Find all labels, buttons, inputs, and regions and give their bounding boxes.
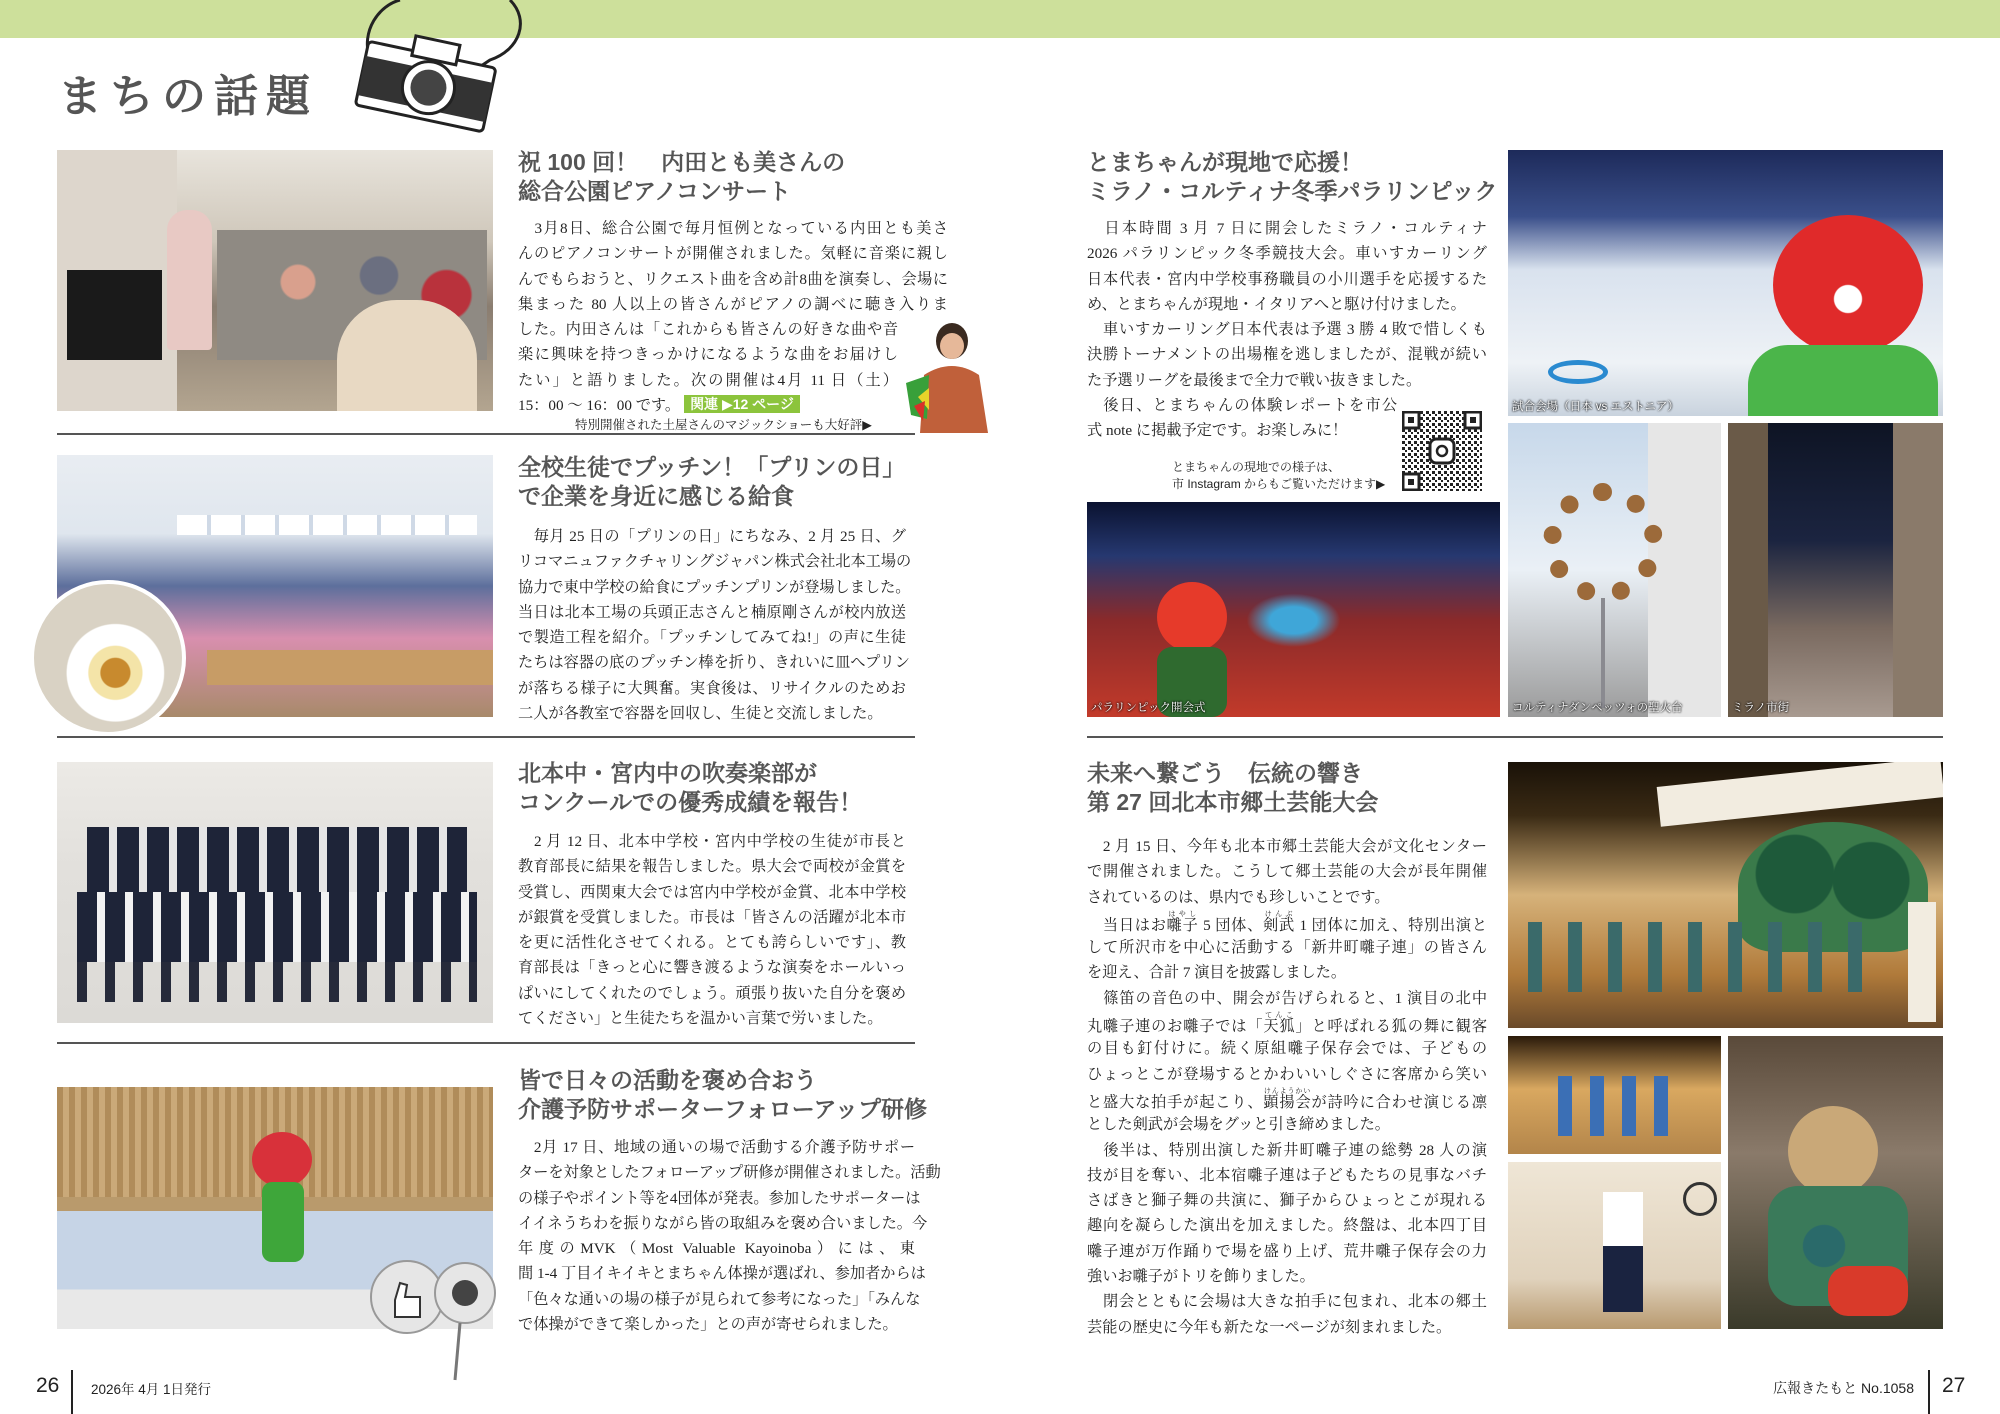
curling-venue-photo: [1508, 150, 1943, 416]
body-text-line: した。内田さんは「これからも皆さんの好きな曲や音: [518, 321, 899, 339]
shishimai-lion-dance-photo: [1728, 1036, 1943, 1329]
body-text-line: 後半は、特別出演した新井町囃子連の総勢 28 人の演: [1087, 1141, 1487, 1159]
photo-caption: パラリンピック開会式: [1091, 702, 1206, 714]
divider: [1087, 736, 1943, 738]
ruby-annotation: 囃子はやし: [1166, 909, 1199, 934]
body-text-line: を更に活性化させてくれる。とても誇らしいです」、教: [518, 934, 906, 952]
camera-icon: [340, 0, 530, 135]
hyottoko-dance-photo: [1508, 1036, 1721, 1154]
body-text-line: 協力で東中学校の給食にプッチンプリンが登場しました。: [518, 578, 911, 596]
body-text-line: 集まった 80 人以上の皆さんがピアノの調べに聴き入りま: [518, 295, 948, 313]
cortina-cauldron-photo: [1508, 423, 1721, 717]
opening-ceremony-photo: [1087, 502, 1500, 717]
piano-concert-photo: [57, 150, 493, 411]
photo-caption: コルティナダンペッツォの聖火台: [1512, 702, 1683, 714]
body-text-line: 当日は北本工場の兵頭正志さんと楠原剛さんが校内放送: [518, 603, 906, 621]
body-text-line: んでもらおうと、リクエスト曲を含め計8曲を演奏し、会場に: [518, 270, 948, 288]
body-text-line: 技が目を奪い、北本宿囃子連は子どもたちの見事なバチ: [1087, 1166, 1487, 1184]
instagram-note: とまちゃんの現地での様子は、 市 Instagram からもご覧いただけます▶: [1172, 460, 1386, 491]
body-text-line: 日本時間 3 月 7 日に開会したミラノ・コルティナ: [1087, 220, 1487, 237]
issue-date: 2026年 4月 1日発行: [91, 1382, 212, 1397]
body-text-line: リコマニュファクチャリングジャパン株式会社北本工場の: [518, 553, 912, 571]
body-text-line: を迎え、合計 7 演目を披露しました。: [1087, 964, 1347, 982]
related-page-link[interactable]: 関連 ▶12 ページ: [684, 395, 800, 413]
body-text-line: 二人が各教室で容器を回収し、生徒と交流しました。: [518, 705, 883, 723]
magician-caption: 特別開催された土屋さんのマジックショーも大好評▶: [575, 418, 872, 432]
article-body: [518, 829, 906, 1031]
body-text-line: 毎月 25 日の「プリンの日」にちなみ、2 月 25 日、グ: [518, 528, 906, 545]
body-text-line: 当日はお囃子はやし 5 団体、剣武けんぶ 1 団体に加え、特別出演と: [1087, 909, 1488, 934]
page-number-right: 27: [1942, 1374, 1966, 1397]
body-text-line: 車いすカーリング日本代表は予選 3 勝 4 敗で惜しくも: [1087, 321, 1487, 339]
body-text-line: 決勝トーナメントの出場権を逃しましたが、混戦が続い: [1087, 346, 1487, 364]
body-text-line: 強いお囃子がトリを飾りました。: [1087, 1268, 1315, 1286]
ruby-annotation: 顕揚会けんようかい: [1263, 1086, 1312, 1111]
article-body: [518, 524, 912, 726]
body-text-line: 教育部長に結果を報告しました。県大会で両校が金賞を: [518, 858, 906, 876]
magician-photo: [902, 321, 992, 433]
body-text-line: ターを対象としたフォローアップ研修が開催されました。活動: [518, 1164, 941, 1182]
article-headline: 未来へ繋ごう 伝統の響き 第 27 回北本市郷土芸能大会: [1087, 760, 1379, 815]
body-text-line: で開催されました。こうして郷土芸能の大会が長年開催: [1087, 863, 1487, 881]
body-text-line: 日本代表・宮内中学校事務職員の小川選手を応援するた: [1087, 270, 1487, 288]
body-text-line: の様子やポイント等を4団体が発表。参加したサポーターは: [518, 1189, 921, 1207]
body-text-line: 育部長は「きっと心に響き渡るような演奏をホールいっ: [518, 959, 906, 977]
body-text-line: ぱいにしてくれたのでしょう。頑張り抜いた自分を褒め: [518, 984, 906, 1002]
body-text-line: が銀賞を受賞しました。市長は「皆さんの活躍が北本市: [518, 908, 906, 926]
body-text-line: とした剣武が会場をグッと引き締めました。: [1087, 1116, 1390, 1134]
body-text-line: め、とまちゃんが現地・イタリアへと駆け付けました。: [1087, 295, 1466, 313]
body-text-line: たい」と語りました。次の開催は4月 11 日（土）: [518, 371, 898, 389]
body-text-line: 楽に興味を持つきっかけになるような曲をお届けし: [518, 346, 898, 364]
body-text-line: 2 月 12 日、北本中学校・宮内中学校の生徒が市長と: [518, 833, 906, 850]
body-text-line: 15：00 ～ 16：00 です。 関連 ▶12 ページ: [518, 393, 898, 418]
article-headline: とまちゃんが現地で応援！ ミラノ・コルティナ冬季パラリンピック: [1087, 149, 1498, 204]
pudding-closeup-photo: [30, 580, 186, 736]
body-text-line: 間 1-4 丁目イキイキとまちゃん体操が選ばれ、参加者からは: [518, 1265, 926, 1283]
body-text-line: んのピアノコンサートが開催されました。気軽に音楽に親し: [518, 245, 948, 263]
body-text-line: 芸能の歴史に今年も新たな一ページが刻まれました。: [1087, 1318, 1452, 1336]
body-text-line: 年度のMVK（Most Valuable Kayoinoba）には、東: [518, 1240, 915, 1258]
kenbu-sword-dance-photo: [1508, 1162, 1721, 1329]
page-number-left: 26: [36, 1374, 60, 1397]
footer-rule: [71, 1370, 73, 1414]
body-text-line: されているのは、県内でも珍しいことです。: [1087, 888, 1390, 906]
body-text-line: 式 note に掲載予定です。お楽しみに！: [1087, 422, 1348, 440]
article-body: [1087, 834, 1487, 1340]
body-text-line: 2026 パラリンピック冬季競技大会。車いすカーリング: [1087, 245, 1487, 263]
body-text-line: 趣向を凝らした演出を加えました。終盤は、北本四丁目: [1087, 1217, 1487, 1235]
body-text-line: 後日、とまちゃんの体験レポートを市公: [1087, 397, 1397, 415]
body-text-line: た予選リーグを最後まで全力で戦い抜きました。: [1087, 371, 1422, 389]
article-body: [518, 216, 948, 418]
folk-performance-stage-photo: [1508, 762, 1943, 1028]
body-text-line: 篠笛の音色の中、開会が告げられると、1 演目の北中: [1087, 989, 1487, 1007]
body-text-line: で製造工程を紹介。「プッチンしてみてね!」の声に生徒: [518, 629, 906, 647]
body-text-line: 2月 17 日、地域の通いの場で活動する介護予防サポー: [518, 1139, 915, 1156]
article-body: [1087, 216, 1487, 444]
article-headline: 北本中・宮内中の吹奏楽部が コンクールでの優秀成績を報告！: [518, 760, 863, 815]
body-text-line: 囃子連が万作踊りで場を盛り上げ、荒井囃子保存会の力: [1087, 1242, 1487, 1260]
body-text-line: と盛大な拍手が起こり、顕揚会けんようかいが詩吟に合わせ演じる凛: [1087, 1086, 1488, 1111]
body-text-line: して所沢市を中心に活動する「新井町囃子連」の皆さん: [1087, 939, 1487, 957]
article-headline: 全校生徒でプッチン！「プリンの日」 で企業を身近に感じる給食: [518, 454, 906, 509]
section-title: まちの話題: [58, 72, 318, 121]
footer-rule: [1928, 1370, 1930, 1414]
body-text-line: たちは容器の底のプッチン棒を折り、きれいに皿へプリン: [518, 654, 910, 672]
body-text-line: の目も釘付けに。続く原組囃子保存会では、子どもの: [1087, 1040, 1487, 1058]
body-text-line: 受賞し、西関東大会では宮内中学校が金賞、北本中学校: [518, 883, 906, 901]
ruby-annotation: 剣武けんぶ: [1263, 909, 1295, 934]
header-band: [0, 0, 2000, 38]
article-body: [518, 1135, 941, 1337]
ruby-annotation: 天狐てんこ: [1263, 1011, 1296, 1036]
milan-street-photo: [1728, 423, 1943, 717]
divider: [57, 1042, 915, 1044]
photo-caption: 試合会場（日本 vs エストニア）: [1512, 401, 1679, 413]
divider: [57, 736, 915, 738]
body-text-line: イイネうちわを振りながら皆の取組みを褒め合いました。今: [518, 1214, 928, 1232]
body-text-line: さばきと獅子舞の共演に、獅子からひょっとこが現れる: [1087, 1192, 1487, 1210]
article-headline: 祝 100 回！ 内田とも美さんの 総合公園ピアノコンサート: [518, 149, 846, 204]
divider: [57, 433, 915, 435]
instagram-qr-code[interactable]: [1402, 411, 1482, 491]
brass-band-photo: [57, 762, 493, 1023]
body-text-line: ひょっとこが登場するとかわいいしぐさに客席から笑い: [1087, 1065, 1487, 1083]
article-headline: 皆で日々の活動を褒め合おう 介護予防サポーターフォローアップ研修: [518, 1067, 927, 1122]
body-text-line: 3月8日、総合公園で毎月恒例となっている内田とも美さ: [518, 220, 948, 237]
photo-caption: ミラノ市街: [1732, 702, 1790, 714]
body-text-line: 閉会とともに会場は大きな拍手に包まれ、北本の郷土: [1087, 1293, 1487, 1311]
publication-name: 広報きたもと No.1058: [1773, 1380, 1914, 1396]
uchiwa-fan-icon: [365, 1255, 500, 1385]
body-text-line: 2 月 15 日、今年も北本市郷土芸能大会が文化センター: [1087, 838, 1487, 855]
body-text-line: 「色々な通いの場の様子が見られて参考になった」「みんな: [518, 1290, 921, 1308]
body-text-line: で体操ができて楽しかった」との声が寄せられました。: [518, 1316, 898, 1334]
body-text-line: 丸囃子連のお囃子では「天狐てんこ」と呼ばれる狐の舞に観客: [1087, 1011, 1488, 1036]
body-text-line: が落ちる様子に大興奮。実食後は、リサイクルのためお: [518, 679, 906, 697]
body-text-line: てください」と生徒たちを温かい言葉で労いました。: [518, 1010, 883, 1028]
